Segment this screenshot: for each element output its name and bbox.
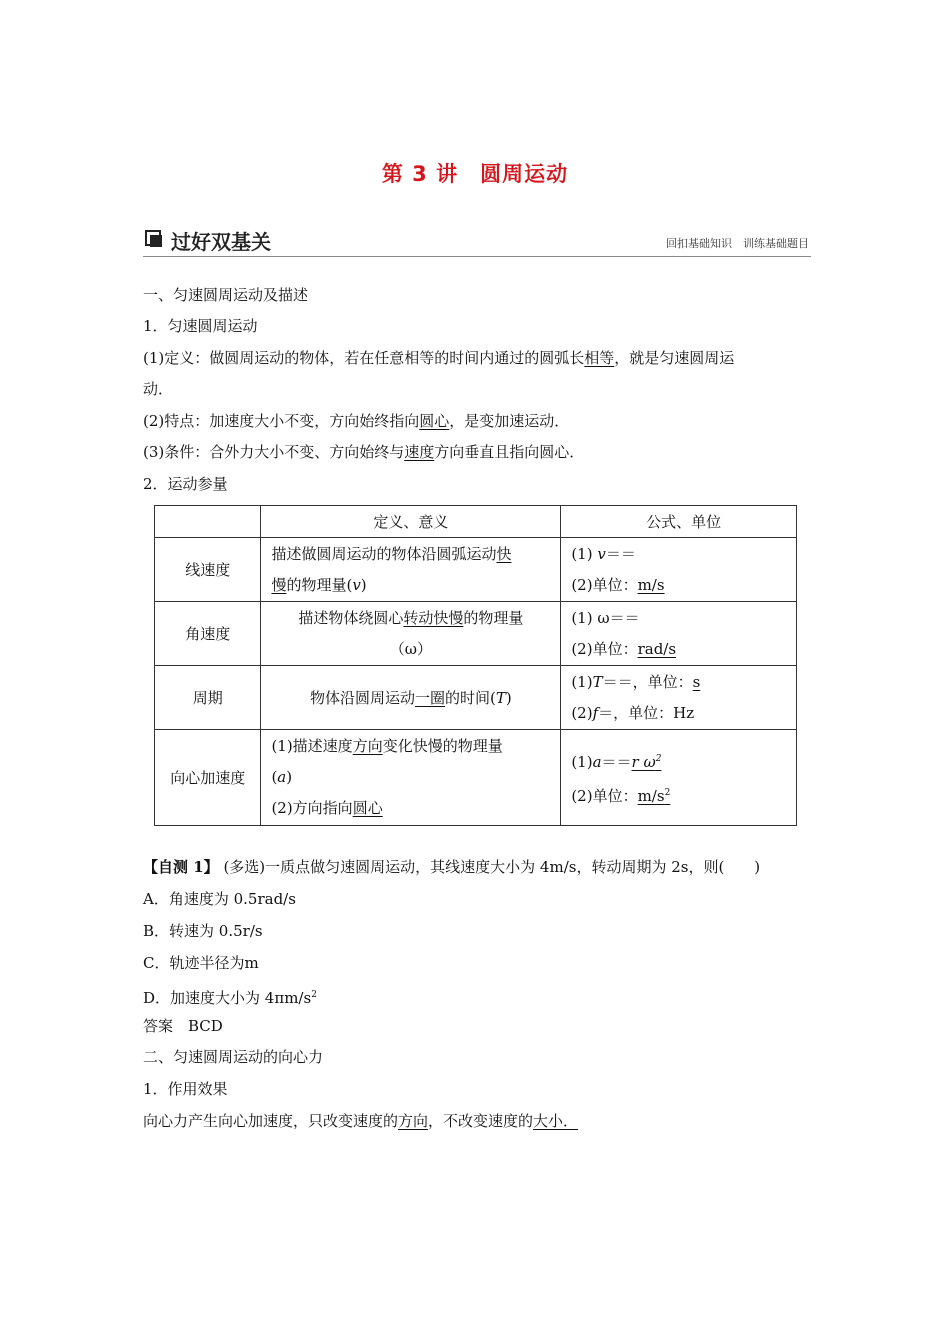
part2-text: 向心力产生向心加速度，只改变速度的方向，不改变速度的大小． [143, 1112, 579, 1130]
option-b: B．转速为 0.5r/s [143, 922, 263, 940]
selftest-label: 【自测 1】 [143, 858, 219, 876]
part2-sub1: 1．作用效果 [143, 1080, 228, 1098]
table-row [155, 666, 797, 730]
table-header-cell: 公式、单位 [561, 506, 797, 538]
part1-sub2: 2．运动参量 [143, 475, 228, 493]
row-formula: (1)a＝＝r $\omega^2$ (2)单位：$m/s^2$ [561, 730, 797, 826]
row-definition: 描述物体绕圆心转动快慢的物理量 （ω） [261, 602, 561, 666]
row-formula: (1) v＝＝ (2)单位：m/s [561, 538, 797, 602]
definition-line-2: 动． [143, 380, 174, 398]
option-d: D．加速度大小为 $4\pi m/s^2$ [143, 989, 317, 1007]
table-row [155, 602, 797, 666]
section-subtitle: 回扣基础知识 训练基础题目 [666, 237, 809, 250]
row-definition: 物体沿圆周运动一圈的时间(T) [261, 666, 561, 730]
row-formula: (1)T＝＝，单位：s (2)f＝，单位：Hz [561, 666, 797, 730]
table-header-cell: 定义、意义 [261, 506, 561, 538]
motion-parameters-table [154, 505, 797, 826]
row-name: 周期 [155, 666, 261, 730]
feature-line: (2)特点：加速度大小不变，方向始终指向圆心，是变加速运动． [143, 412, 570, 430]
table-header-cell [155, 506, 261, 538]
section-square-icon [145, 230, 163, 248]
table-row [155, 730, 797, 826]
table-header-row [155, 506, 797, 538]
answer: 答案 BCD [143, 1017, 223, 1035]
option-c: C．轨迹半径为m [143, 954, 259, 972]
row-definition: 描述做圆周运动的物体沿圆弧运动快 慢的物理量(v) [261, 538, 561, 602]
definition-line: (1)定义：做圆周运动的物体，若在任意相等的时间内通过的圆弧长相等，就是匀速圆周运 [143, 349, 735, 367]
part2-heading: 二、匀速圆周运动的向心力 [143, 1048, 324, 1066]
selftest-question: 【自测 1】 (多选)一质点做匀速圆周运动，其线速度大小为 4m/s，转动周期为 2s，则( ) [143, 858, 761, 876]
row-formula: (1) ω＝＝ (2)单位：rad/s [561, 602, 797, 666]
section-header [143, 226, 811, 257]
row-name: 线速度 [155, 538, 261, 602]
row-name: 角速度 [155, 602, 261, 666]
option-a: A．角速度为 0.5rad/s [143, 890, 296, 908]
section-title: 过好双基关 [171, 230, 271, 254]
part1-heading: 一、匀速圆周运动及描述 [143, 286, 309, 304]
row-name: 向心加速度 [155, 730, 261, 826]
row-definition: (1)描述速度方向变化快慢的物理量 (a) (2)方向指向圆心 [261, 730, 561, 826]
page-title: 第 3 讲 圆周运动 [381, 162, 569, 186]
condition-line: (3)条件：合外力大小不变、方向始终与速度方向垂直且指向圆心． [143, 443, 585, 461]
table-row [155, 538, 797, 602]
part1-sub1: 1．匀速圆周运动 [143, 317, 258, 335]
